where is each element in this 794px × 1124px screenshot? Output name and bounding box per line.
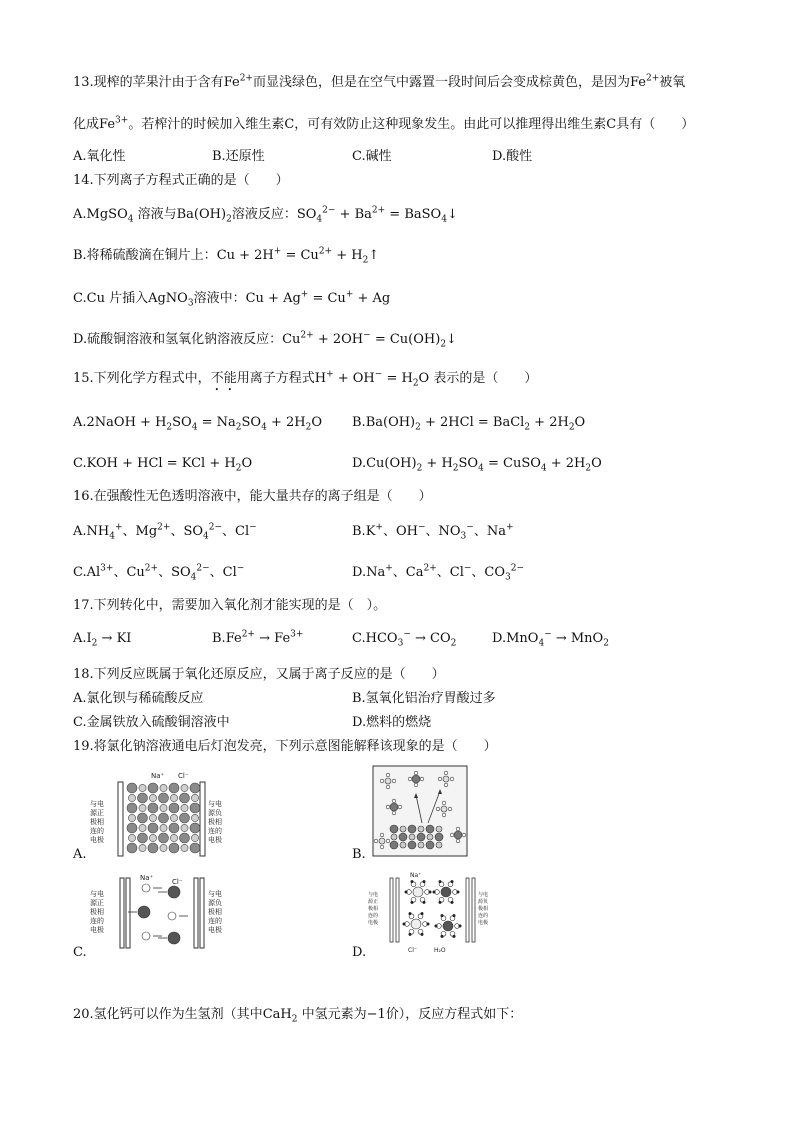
svg-text:Na⁺: Na⁺ (151, 772, 165, 780)
na-ion (170, 834, 177, 841)
na-ion (149, 814, 156, 821)
figure-c-free-ions[interactable] (88, 872, 238, 952)
svg-text:连的: 连的 (90, 827, 104, 835)
q16-option-a[interactable]: $A.NH_4^+$、$Mg^{2+}$、$SO_4^{2-}$、Cl− (73, 522, 257, 542)
q13-option-c[interactable]: C.碱性 (352, 149, 392, 164)
svg-text:源正: 源正 (90, 809, 104, 817)
q17-option-b[interactable]: $B.Fe^{2+} \to Fe^{3+}$ (212, 629, 304, 646)
water-molecule (420, 777, 424, 781)
water-hydrogen (457, 891, 459, 893)
na-ion (400, 826, 406, 832)
q18-option-a[interactable]: A.氯化钡与稀硫酸反应 (73, 691, 204, 706)
na-ion (170, 794, 177, 801)
svg-text:源正: 源正 (368, 899, 379, 905)
q17-option-a[interactable]: $A.I_2$ → KI (73, 631, 132, 649)
fe2-ion: $Fe^{2+}$ (223, 73, 253, 90)
na-ion (409, 834, 415, 840)
svg-text:Cl⁻: Cl⁻ (408, 947, 418, 954)
svg-text:Cl⁻: Cl⁻ (178, 772, 189, 780)
water-hydrogen (453, 914, 455, 916)
hydrated-ion (441, 887, 451, 897)
fe2-ion: $Fe^{2+}$ (630, 73, 660, 90)
hydrated-ion (390, 803, 398, 811)
water-hydrogen (409, 933, 411, 935)
na-ion (191, 814, 198, 821)
cl-ion (417, 833, 425, 841)
svg-text:与电: 与电 (478, 892, 489, 898)
na-ion (142, 884, 150, 892)
cl-ion (168, 886, 180, 898)
water-hydrogen (433, 891, 435, 893)
water-molecule (386, 785, 390, 789)
na-ion (191, 794, 198, 801)
q16-option-c[interactable]: $C.Al^{3+}$、$Cu^{2+}$、$SO_4^{2-}$、Cl− (73, 563, 245, 583)
cl-ion (190, 843, 200, 853)
cl-ion (390, 825, 398, 833)
cl-ion (159, 833, 169, 843)
svg-text:电极: 电极 (90, 926, 104, 934)
water-hydrogen (435, 925, 437, 927)
q13-option-d[interactable]: D.酸性 (492, 149, 533, 164)
svg-text:极相: 极相 (208, 818, 222, 826)
svg-text:源负: 源负 (478, 899, 489, 905)
hydrated-ion (443, 921, 453, 931)
q14-option-d[interactable]: D.硫酸铜溶液和氢氧化钠溶液反应：$Cu^{2+} + 2OH^-$ = $Cu(OH)_2↓$ (73, 330, 457, 350)
cl-ion (190, 783, 200, 793)
figure-d-hydrated-ions[interactable] (368, 870, 498, 954)
q13-text: 而显浅绿色，但是在空气中露置一段时间后会变成棕黄色，是因为 (252, 75, 630, 90)
hydrated-ion (379, 838, 385, 844)
q18-option-c[interactable]: C.金属铁放入硫酸铜溶液中 (73, 715, 230, 730)
water-molecule (380, 833, 384, 837)
svg-text:连的: 连的 (90, 917, 104, 925)
q13-option-b[interactable]: B.还原性 (212, 149, 265, 164)
water-molecule (448, 807, 452, 811)
water-hydrogen (439, 901, 441, 903)
svg-text:电极: 电极 (208, 836, 222, 844)
water-molecule (444, 783, 448, 787)
na-ion (168, 912, 176, 920)
na-ion (142, 932, 150, 940)
water-hydrogen (421, 912, 423, 914)
na-ion (181, 824, 188, 831)
water-hydrogen (411, 880, 413, 882)
svg-text:与电: 与电 (90, 800, 104, 808)
water-molecule (444, 771, 448, 775)
q16-option-d[interactable]: D.Na+、$Ca^{2+}$、Cl−、$CO_3^{2-}$ (352, 563, 525, 583)
cl-ion (399, 833, 407, 841)
na-ion (391, 834, 397, 840)
hydrated-ion (441, 806, 447, 812)
cl-ion (148, 823, 158, 833)
q15-option-d[interactable]: $D.Cu(OH)_2 + H_2SO_4$ = CuSO$_4$ + $2H_2O$ (352, 456, 602, 474)
svg-text:连的: 连的 (208, 827, 222, 835)
cl-ion (190, 823, 200, 833)
svg-text:极相: 极相 (90, 908, 104, 916)
svg-text:源负: 源负 (208, 899, 222, 907)
na-ion (128, 834, 135, 841)
water-molecule (450, 833, 454, 837)
na-ion (418, 842, 424, 848)
water-hydrogen (429, 891, 431, 893)
water-hydrogen (441, 935, 443, 937)
na-ion (436, 826, 442, 832)
q15-option-a[interactable]: A.2NaOH + $H_2SO_4 = Na_2SO_4 + 2H_2O$ (73, 415, 322, 433)
cl-ion (180, 813, 190, 823)
q17-option-d[interactable]: D.MnO$_4$− → MnO$_2$ (492, 629, 609, 649)
na-ion (128, 794, 135, 801)
na-ion (181, 784, 188, 791)
cl-ion (127, 783, 137, 793)
water-hydrogen (453, 935, 455, 937)
water-molecule (450, 777, 454, 781)
q13-text: 被氧 (659, 75, 686, 90)
hydrated-ion (411, 919, 421, 929)
svg-text:极相: 极相 (478, 906, 489, 912)
fe3-ion: $Fe^{3+}$ (99, 115, 129, 132)
hydrated-ion (413, 887, 423, 897)
na-ion (139, 824, 146, 831)
cl-ion (426, 825, 434, 833)
q15-stem: 15.下列化学方程式中，不能用离子方程式$H^+ + OH^- = H_2O$ 表示的是（ ） (73, 369, 538, 389)
q15-option-c[interactable]: C.KOH + HCl = KCl + $H_2O$ (73, 456, 253, 474)
q18-option-d[interactable]: D.燃料的燃烧 (352, 715, 432, 730)
na-ion (191, 834, 198, 841)
q19-option-b[interactable]: B. (352, 847, 366, 862)
water-hydrogen (403, 923, 405, 925)
cl-ion (148, 803, 158, 813)
q17-option-c[interactable]: $C.HCO_3^- \to CO_2$ (352, 629, 457, 649)
svg-text:电极: 电极 (478, 920, 489, 926)
svg-text:连的: 连的 (368, 913, 379, 919)
water-hydrogen (459, 925, 461, 927)
cl-ion (390, 841, 398, 849)
hydrated-ion (454, 831, 462, 839)
svg-text:H₂O: H₂O (434, 947, 446, 954)
cl-ion (408, 841, 416, 849)
water-molecule (438, 777, 442, 781)
q19-stem: 19.将氯化钠溶液通电后灯泡发亮，下列示意图能解释该现象的是（ ） (73, 739, 497, 754)
svg-text:与电: 与电 (208, 800, 222, 808)
water-hydrogen (439, 880, 441, 882)
water-hydrogen (423, 901, 425, 903)
water-molecule (386, 839, 390, 843)
cl-ion (180, 793, 190, 803)
cl-ion (169, 823, 179, 833)
q14-option-b[interactable]: B.将稀硫酸滴在铜片上：$Cu + 2H^+ = Cu^{2+}$ + $H_2↑$ (73, 246, 380, 266)
na-ion (418, 826, 424, 832)
q18-stem: 18.下列反应既属于氧化还原反应，又属于离子反应的是（ ） (73, 667, 445, 682)
water-molecule (456, 827, 460, 831)
na-ion (160, 824, 167, 831)
cl-ion (138, 833, 148, 843)
water-hydrogen (405, 891, 407, 893)
water-molecule (374, 839, 378, 843)
cl-ion (159, 793, 169, 803)
water-hydrogen (409, 912, 411, 914)
cl-ion (169, 783, 179, 793)
svg-text:源负: 源负 (208, 809, 222, 817)
water-molecule (436, 807, 440, 811)
cl-ion (148, 783, 158, 793)
water-molecule (456, 839, 460, 843)
svg-text:连的: 连的 (478, 913, 489, 919)
water-molecule (442, 813, 446, 817)
svg-text:与电: 与电 (368, 892, 379, 898)
svg-text:电极: 电极 (90, 836, 104, 844)
q19-option-a[interactable]: A. (73, 847, 87, 862)
svg-text:Cl⁻: Cl⁻ (172, 878, 183, 886)
water-hydrogen (421, 933, 423, 935)
svg-text:Na⁺: Na⁺ (410, 872, 422, 879)
water-molecule (386, 805, 390, 809)
svg-text:极相: 极相 (90, 818, 104, 826)
q19-option-c[interactable]: C. (73, 945, 87, 960)
hydrated-ion (412, 775, 420, 783)
figure-b-dissolution[interactable] (372, 765, 468, 857)
hydrated-ion (385, 778, 391, 784)
q16-stem: 16.在强酸性无色透明溶液中，能大量共存的离子组是（ ） (73, 489, 432, 504)
na-ion (160, 804, 167, 811)
na-ion (149, 794, 156, 801)
q20-stem: 20.氢化钙可以作为生氢剂（其中CaH$_2$ 中氢元素为−1价），反应方程式如下： (73, 1007, 523, 1025)
na-ion (436, 842, 442, 848)
svg-text:电极: 电极 (368, 920, 379, 926)
cl-ion (190, 803, 200, 813)
na-ion (149, 834, 156, 841)
cl-ion (148, 843, 158, 853)
svg-text:极相: 极相 (208, 908, 222, 916)
cl-ion (127, 843, 137, 853)
cl-ion (180, 833, 190, 843)
water-molecule (386, 773, 390, 777)
water-molecule (392, 799, 396, 803)
q13-line1 (73, 74, 685, 92)
na-ion (160, 844, 167, 851)
water-molecule (392, 811, 396, 815)
q16-option-b[interactable]: B.K+、OH−、$NO_3^-$、Na+ (352, 522, 514, 542)
na-ion (181, 844, 188, 851)
water-hydrogen (423, 880, 425, 882)
q13-text: 13.现榨的苹果汁由于含有 (73, 75, 224, 90)
svg-text:源正: 源正 (90, 899, 104, 907)
na-ion (139, 784, 146, 791)
figure-a-lattice[interactable] (88, 768, 238, 860)
svg-text:极相: 极相 (368, 906, 379, 912)
q13-option-a[interactable]: A.氧化性 (73, 149, 126, 164)
na-ion (170, 814, 177, 821)
water-hydrogen (441, 914, 443, 916)
water-molecule (442, 801, 446, 805)
water-molecule (414, 771, 418, 775)
water-molecule (414, 783, 418, 787)
svg-text:与电: 与电 (90, 890, 104, 898)
cl-ion (127, 803, 137, 813)
na-ion (427, 834, 433, 840)
water-hydrogen (451, 901, 453, 903)
water-hydrogen (411, 901, 413, 903)
cl-ion (168, 932, 180, 944)
cl-ion (127, 823, 137, 833)
q19-option-d[interactable]: D. (352, 945, 367, 960)
cl-ion (426, 841, 434, 849)
cl-ion (435, 833, 443, 841)
water-molecule (462, 833, 466, 837)
na-ion (128, 814, 135, 821)
na-ion (181, 804, 188, 811)
cl-ion (408, 825, 416, 833)
water-molecule (408, 777, 412, 781)
q14-stem: 14.下列离子方程式正确的是（ ） (73, 173, 289, 188)
q14-option-a[interactable]: A.MgSO$_4$ 溶液与$Ba(OH)_2$溶液反应：$SO_4^{2-} + Ba^{2+}$ = BaSO$_4$↓ (73, 205, 458, 225)
q15-option-b[interactable]: $B.Ba(OH)_2 + 2HCl$ = BaCl$_2$ + $2H_2O$ (352, 415, 586, 433)
water-molecule (380, 845, 384, 849)
svg-text:Na⁺: Na⁺ (140, 874, 154, 882)
cl-ion (159, 813, 169, 823)
cl-ion (138, 906, 150, 918)
q18-option-b[interactable]: B.氢氧化铝治疗胃酸过多 (352, 691, 496, 706)
svg-text:与电: 与电 (208, 890, 222, 898)
q13-line2: 化成$Fe^{3+}$。若榨汁的时候加入维生素C，可有效防止这种现象发生。由此可以推理得出维生素C具有（ ） (73, 115, 695, 132)
cl-ion (169, 843, 179, 853)
na-ion (139, 844, 146, 851)
cl-ion (138, 793, 148, 803)
svg-text:电极: 电极 (208, 926, 222, 934)
q14-option-c[interactable]: C.Cu 片插入AgNO$_3$溶液中：Cu + Ag+ = Cu+ + Ag (73, 289, 391, 309)
cl-ion (138, 813, 148, 823)
hydrated-ion (443, 776, 449, 782)
water-molecule (398, 805, 402, 809)
svg-text:连的: 连的 (208, 917, 222, 925)
na-ion (139, 804, 146, 811)
water-hydrogen (427, 923, 429, 925)
cl-ion (169, 803, 179, 813)
water-hydrogen (451, 880, 453, 882)
water-molecule (392, 779, 396, 783)
na-ion (400, 842, 406, 848)
q17-stem: 17.下列转化中，需要加入氧化剂才能实现的是（ ）。 (73, 598, 387, 613)
water-molecule (380, 779, 384, 783)
na-ion (160, 784, 167, 791)
